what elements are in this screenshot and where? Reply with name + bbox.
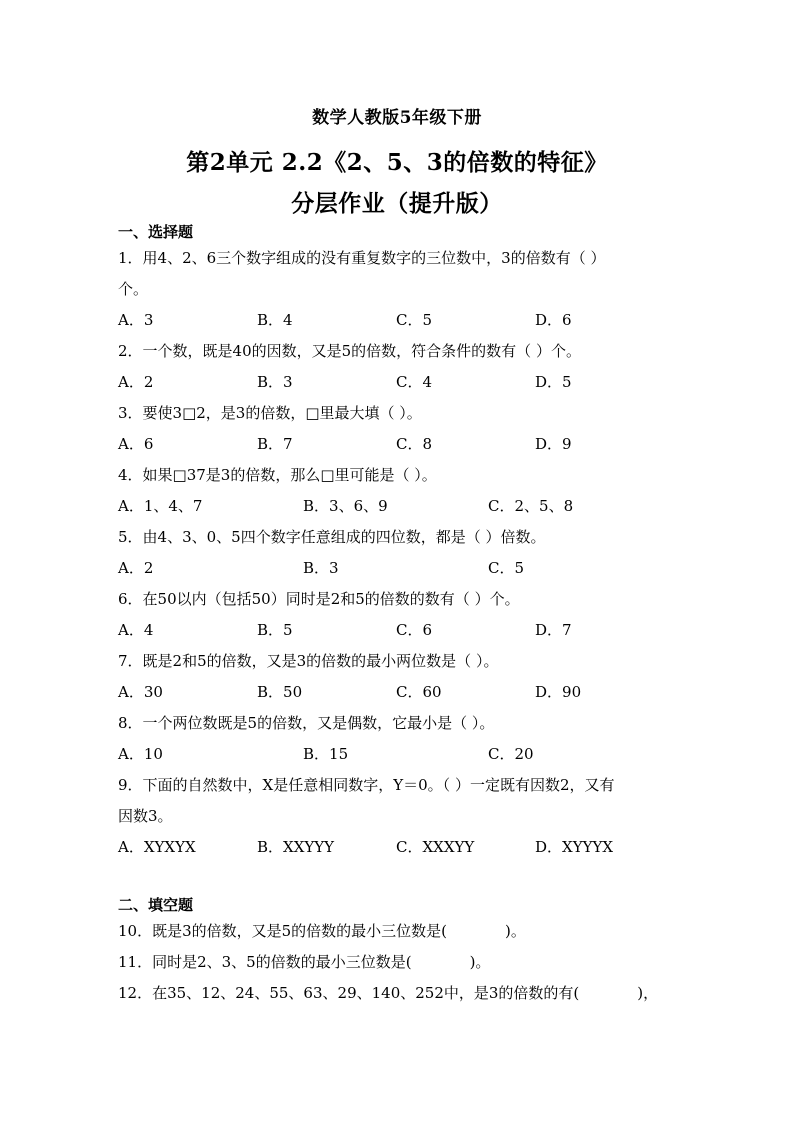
option-d: D．7 [535,621,572,639]
question-3-options [118,429,678,460]
option-a: A．XYXYX [118,838,196,856]
question-4-options [118,491,678,522]
option-b: B．15 [303,745,349,763]
option-c: C．8 [396,435,433,453]
question-9-cont: 因数3。 [118,807,173,825]
question-10-end: )。 [505,922,526,940]
question-9-options [118,832,678,863]
option-c: C．4 [396,373,433,391]
option-c: C．2、5、8 [488,497,574,515]
option-c: C．20 [488,745,534,763]
question-11 [118,947,678,978]
option-c: C．6 [396,621,433,639]
option-b: B．4 [257,311,293,329]
question-3: 3．要使3□2，是3的倍数，□里最大填（ ）。 [118,404,422,422]
section-spacer [118,863,678,894]
question-5: 5．由4、3、0、5四个数字任意组成的四位数，都是（ ）倍数。 [118,528,546,546]
option-b: B．50 [257,683,303,701]
question-9: 9．下面的自然数中，X是任意相同数字，Y＝0。（ ）一定既有因数2，又有 [118,776,615,794]
option-a: A．30 [118,683,163,701]
option-a: A．4 [118,621,154,639]
option-d: D．9 [535,435,572,453]
option-c: C．60 [396,683,442,701]
option-d: D．5 [535,373,572,391]
question-1-cont: 个。 [118,280,149,298]
question-12-end: )， [637,984,659,1002]
question-12-text: 12．在35、12、24、55、63、29、140、252中，是3的倍数的有( [118,984,580,1002]
document-subtitle: 数学人教版5年级下册 [312,108,482,128]
option-b: B．3 [303,559,339,577]
question-1-options [118,305,678,336]
option-a: A．2 [118,373,154,391]
question-7: 7．既是2和5的倍数，又是3的倍数的最小两位数是（ ）。 [118,652,499,670]
option-d: D．6 [535,311,572,329]
question-10 [118,916,678,947]
option-d: D．XYYYX [535,838,614,856]
question-7-options [118,677,678,708]
question-2-options [118,367,678,398]
question-11-text: 11．同时是2、3、5的倍数的最小三位数是( [118,953,412,971]
document-title: 第2单元 2.2《2、5、3的倍数的特征》 [186,149,608,176]
option-c: C．XXXYY [396,838,475,856]
option-a: A．6 [118,435,154,453]
option-a: A．10 [118,745,163,763]
option-a: A．3 [118,311,154,329]
question-10-text: 10．既是3的倍数，又是5的倍数的最小三位数是( [118,922,448,940]
question-11-end: )。 [469,953,491,971]
section-heading-choice: 一、选择题 [118,223,194,241]
option-b: B．XXYYY [257,838,335,856]
option-c: C．5 [488,559,525,577]
question-12 [118,978,678,1009]
question-6-options [118,615,678,646]
question-5-options [118,553,678,584]
option-c: C．5 [396,311,433,329]
option-b: B．3 [257,373,293,391]
option-b: B．7 [257,435,293,453]
document-title-line2: 分层作业（提升版） [291,190,503,217]
question-6: 6．在50以内（包括50）同时是2和5的倍数的数有（ ）个。 [118,590,520,608]
option-b: B．3、6、9 [303,497,388,515]
option-a: A．1、4、7 [118,497,203,515]
question-4: 4．如果□37是3的倍数，那么□里可能是（ ）。 [118,466,437,484]
option-a: A．2 [118,559,154,577]
section-heading-fill: 二、填空题 [118,896,194,914]
worksheet-content [118,221,678,1009]
question-8: 8．一个两位数既是5的倍数，又是偶数，它最小是（ ）。 [118,714,495,732]
question-1: 1．用4、2、6三个数字组成的没有重复数字的三位数中，3的倍数有（ ） [118,249,606,267]
option-d: D．90 [535,683,582,701]
question-8-options [118,739,678,770]
question-2: 2．一个数，既是40的因数，又是5的倍数，符合条件的数有（ ）个。 [118,342,581,360]
option-b: B．5 [257,621,293,639]
